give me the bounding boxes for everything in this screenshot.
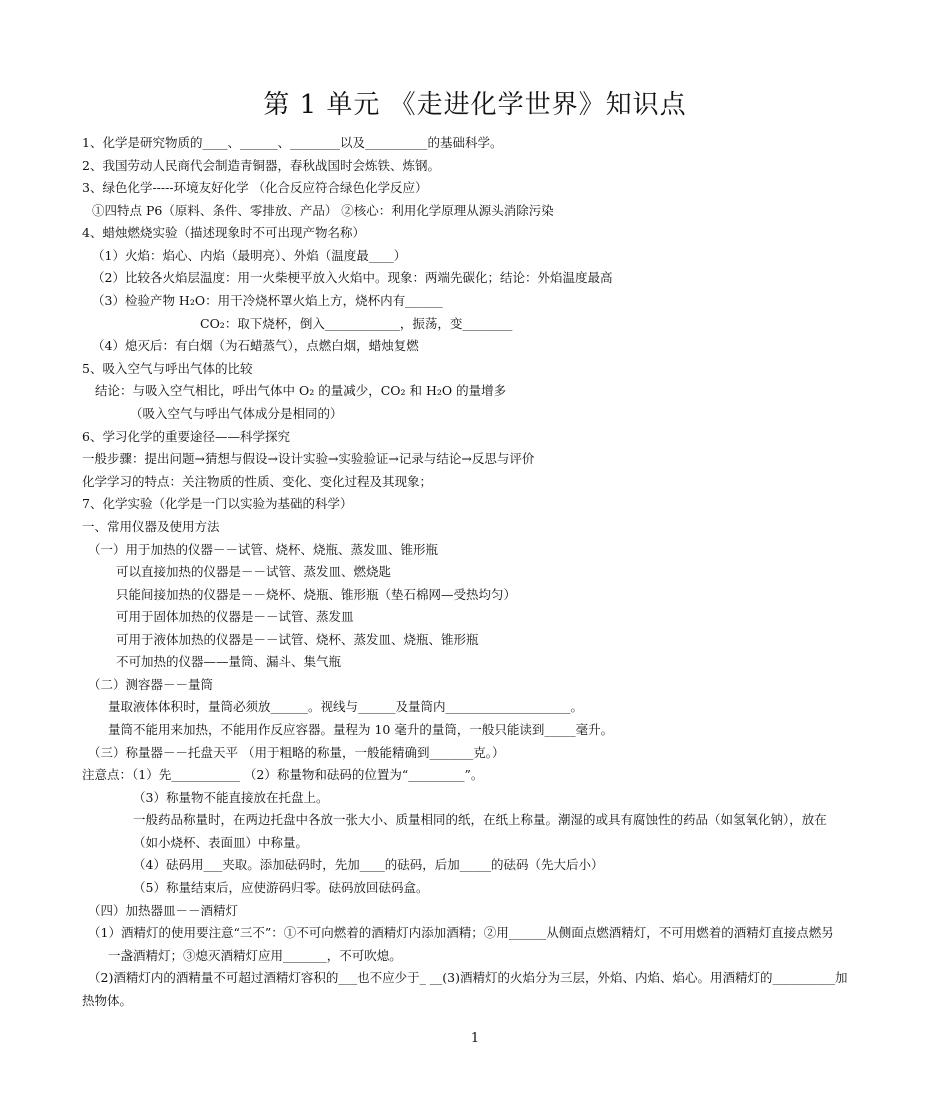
text-line: （5）称量结束后，应使游码归零。砝码放回砝码盒。: [133, 880, 429, 895]
text-line: （四）加热器皿－－酒精灯: [88, 903, 239, 918]
text-line: （吸入空气与呼出气体成分是相同的）: [130, 406, 343, 421]
text-line: （3）称量物不能直接放在托盘上。: [133, 790, 329, 805]
text-line: 量取液体体积时，量筒必须放______。视线与______及量筒内____________________。: [108, 699, 584, 714]
text-line: 一般药品称量时，在两边托盘中各放一张大小、质量相同的纸，在纸上称量。潮湿的或具有腐蚀性的药品（如氢氧化钠），放在: [133, 812, 827, 827]
text-line: 2、我国劳动人民商代会制造青铜器，春秋战国时会炼铁、炼钢。: [82, 158, 440, 173]
text-line: 可以直接加热的仪器是－－试管、蒸发皿、燃烧匙: [116, 564, 392, 579]
text-line: 注意点：（1）先___________ （2）称量物和砝码的位置为“_________”。: [82, 767, 484, 782]
text-line: 3、绿色化学-----环境友好化学 （化合反应符合绿色化学反应）: [82, 180, 428, 195]
text-line: 一般步骤：提出问题→猜想与假设→设计实验→实验验证→记录与结论→反思与评价: [82, 451, 535, 466]
text-line: （1）火焰：焰心、内焰（最明亮）、外焰（温度最____）: [92, 248, 407, 263]
text-line: （4）熄灭后：有白烟（为石蜡蒸气），点燃白烟，蜡烛复燃: [92, 338, 419, 353]
text-line: 只能间接加热的仪器是－－烧杯、烧瓶、锥形瓶（垫石棉网—受热均匀）: [116, 587, 517, 602]
text-line: 可用于液体加热的仪器是－－试管、烧杯、蒸发皿、烧瓶、锥形瓶: [116, 632, 479, 647]
text-line: （三）称量器－－托盘天平 （用于粗略的称量，一般能精确到_______克。）: [88, 745, 505, 760]
text-line: 6、学习化学的重要途径——科学探究: [82, 429, 290, 444]
page-number: 1: [470, 1031, 480, 1046]
text-line: （一）用于加热的仪器－－试管、烧杯、烧瓶、蒸发皿、锥形瓶: [88, 542, 439, 557]
text-line: （2)酒精灯内的酒精量不可超过酒精灯容积的___也不应少于_ __(3)酒精灯的火焰分为三层，外焰、内焰、焰心。用酒精灯的__________加: [88, 970, 848, 985]
text-line: 量筒不能用来加热，不能用作反应容器。量程为 10 毫升的量筒，一般只能读到_____毫升。: [108, 722, 614, 737]
text-line: CO₂：取下烧杯，倒入____________，振荡，变________: [200, 316, 513, 331]
text-line: 一盏酒精灯；③熄灭酒精灯应用_______，不可吹熄。: [108, 948, 402, 963]
text-line: 4、蜡烛燃烧实验（描述现象时不可出现产物名称）: [82, 225, 365, 240]
text-line: （二）测容器－－量筒: [88, 677, 214, 692]
text-line: ①四特点 P6（原料、条件、零排放、产品） ②核心：利用化学原理从源头消除污染: [92, 203, 554, 218]
text-line: 5、吸入空气与呼出气体的比较: [82, 361, 253, 376]
text-line: 可用于固体加热的仪器是－－试管、蒸发皿: [116, 609, 354, 624]
text-line: 不可加热的仪器——量筒、漏斗、集气瓶: [116, 654, 342, 669]
text-line: 结论：与吸入空气相比，呼出气体中 O₂ 的量减少，CO₂ 和 H₂O 的量增多: [95, 383, 507, 398]
page-title: 第 1 单元 《走进化学世界》知识点: [263, 90, 687, 120]
text-line: （4）砝码用___夹取。添加砝码时，先加____的砝码，后加_____的砝码（先大后小）: [133, 857, 604, 872]
text-line: 7、化学实验（化学是一门以实验为基础的科学）: [82, 496, 353, 511]
text-line: （2）比较各火焰层温度：用一火柴梗平放入火焰中。现象：两端先碳化；结论：外焰温度最高: [92, 270, 613, 285]
text-line: 热物体。: [82, 993, 133, 1008]
text-line: 1、化学是研究物质的____、______、________以及__________的基础科学。: [82, 135, 503, 150]
text-line: （1）酒精灯的使用要注意“三不”：①不可向燃着的酒精灯内添加酒精；②用______从侧面点燃酒精灯，不可用燃着的酒精灯直接点燃另: [88, 925, 834, 940]
text-line: （如小烧杯、表面皿）中称量。: [133, 835, 309, 850]
text-line: 化学学习的特点：关注物质的性质、变化、变化过程及其现象；: [82, 474, 433, 489]
text-line: （3）检验产物 H₂O：用干冷烧杯罩火焰上方，烧杯内有______: [92, 293, 443, 308]
text-line: 一、常用仪器及使用方法: [82, 519, 220, 534]
